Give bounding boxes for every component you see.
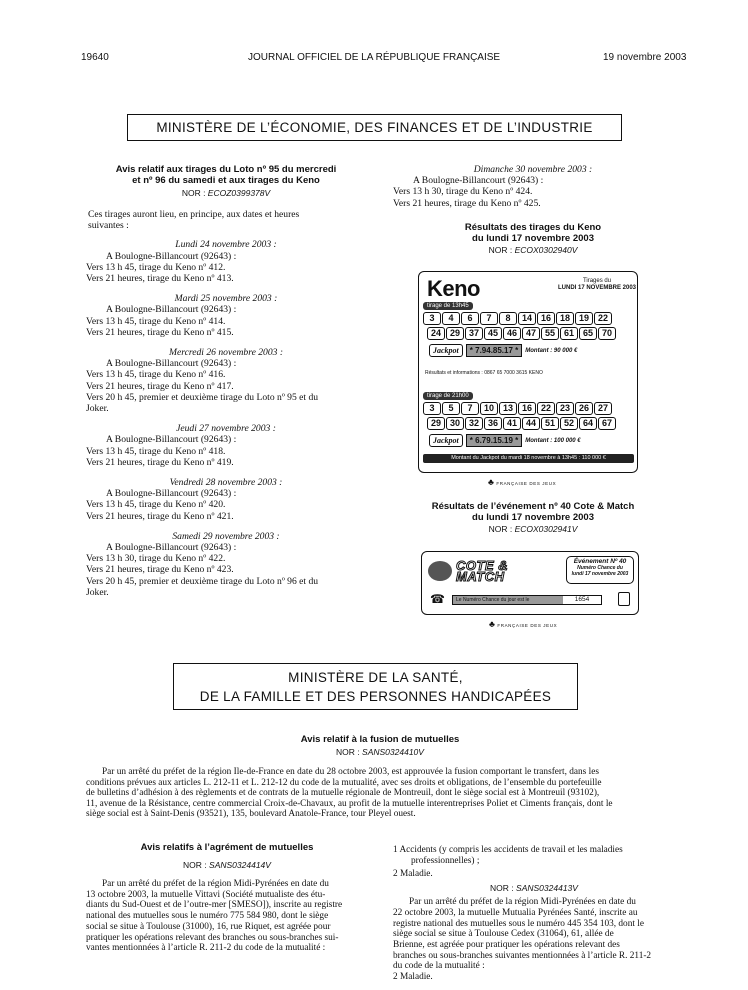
- keno-number: 30: [446, 417, 464, 430]
- keno-number: 5: [442, 402, 460, 415]
- loto-day-line: Vers 21 heures, tirage du Keno nº 415.: [86, 326, 234, 338]
- keno-number: 7: [461, 402, 479, 415]
- loto-day-line: Vers 13 h 45, tirage du Keno nº 416.: [86, 369, 226, 381]
- keno-logo: Keno: [427, 276, 480, 301]
- agrement-line: diants du Sud-Ouest et de l’outre-mer [SMESO]), inscrite au registre: [86, 900, 343, 911]
- agrement-line: Brienne, est agréée pour pratiquer les opérations relevant des: [393, 939, 620, 950]
- loto-day-line: A Boulogne-Billancourt (92643) :: [413, 175, 544, 187]
- loto-day-line: Vers 21 heures, tirage du Keno nº 425.: [393, 197, 541, 209]
- cote-match-ticket: [421, 551, 639, 615]
- keno-number: 27: [594, 402, 612, 415]
- keno-row-1b: [427, 327, 616, 340]
- keno-ticket: [418, 271, 638, 473]
- keno-number: 55: [541, 327, 559, 340]
- loto-day-heading: Samedi 29 novembre 2003 :: [172, 530, 280, 542]
- fusion-notice: [86, 734, 674, 820]
- keno-number: 70: [598, 327, 616, 340]
- loto-day-block: [86, 293, 366, 338]
- loto-day-heading: Mardi 25 novembre 2003 :: [174, 293, 278, 305]
- loto-day-heading: Dimanche 30 novembre 2003 :: [473, 164, 593, 175]
- keno-number: 37: [465, 327, 483, 340]
- keno-number: 16: [537, 312, 555, 325]
- agrement-right: [393, 845, 675, 983]
- agrement-line: vantes mentionnées à l’article R. 211-2 du code de la mutualité :: [86, 943, 326, 954]
- keno-row-1a: [423, 312, 612, 325]
- loto-day-line: Vers 21 heures, tirage du Keno nº 413.: [86, 273, 234, 285]
- cote-match-event-box: Événement Nº 40 Numéro Chance du lundi 17 novembre 2003: [566, 556, 634, 584]
- jackpot-value-2: * 6.79.15.19 *: [466, 434, 522, 447]
- loto-day-line: Vers 13 h 45, tirage du Keno nº 418.: [86, 445, 226, 457]
- keno-number: 8: [499, 312, 517, 325]
- fusion-line: de bulletins d’adhésion à des règlements et de contrats de la mutuelle régionale de Montreuil, dont le siège social est à Montreuil (93102),: [86, 788, 600, 799]
- keno-number: 7: [480, 312, 498, 325]
- clover-icon: ♣: [489, 619, 496, 629]
- loto-day-heading: Vendredi 28 novembre 2003 :: [169, 477, 283, 489]
- loto-day-line: A Boulogne-Billancourt (92643) :: [106, 542, 237, 554]
- loto-day-heading: Lundi 24 novembre 2003 :: [175, 239, 277, 251]
- keno-number: 3: [423, 312, 441, 325]
- keno-number: 32: [465, 417, 483, 430]
- loto-day-block: [86, 347, 366, 414]
- ministry-health-box: [173, 663, 578, 710]
- agrement-line: pratiquer les opérations relevant des branches ou sous-branches sui-: [86, 932, 339, 943]
- jackpot-amount-1: Montant : 90 000 €: [525, 347, 578, 354]
- agrement-body-1: [86, 879, 368, 954]
- keno-number: 4: [442, 312, 460, 325]
- page-number: 19640: [81, 52, 109, 63]
- keno-results: [393, 222, 673, 256]
- keno-number: 3: [423, 402, 441, 415]
- loto-day-block: [86, 477, 366, 522]
- agrement-item-2b: 2 Maladie.: [393, 972, 433, 983]
- clover-icon: ♣: [488, 477, 495, 487]
- cote-match-results: [393, 501, 673, 535]
- loto-day-line: Vers 13 h 30, tirage du Keno nº 422.: [86, 553, 226, 565]
- fusion-line: siège social est à Saint-Denis (93521), 135, boulevard Anatole-France, tour Pleyel ouest.: [86, 809, 416, 820]
- loto-day-block: [86, 423, 366, 468]
- keno-number: 29: [427, 417, 445, 430]
- keno-number: 26: [575, 402, 593, 415]
- keno-number: 6: [461, 312, 479, 325]
- agrement-nor-1: NOR : SANS0324414V: [183, 860, 271, 870]
- keno-number: 44: [522, 417, 540, 430]
- keno-number: 16: [518, 402, 536, 415]
- loto-day-line: Vers 21 heures, tirage du Keno nº 421.: [86, 510, 234, 522]
- keno-number: 41: [503, 417, 521, 430]
- keno-results-title-2: du lundi 17 novembre 2003: [472, 233, 594, 244]
- loto-day-line: Joker.: [86, 403, 109, 415]
- keno-number: 14: [518, 312, 536, 325]
- keno-number: 47: [522, 327, 540, 340]
- keno-number: 22: [537, 402, 555, 415]
- football-icon: [428, 561, 452, 581]
- agrement-title: Avis relatifs à l’agrément de mutuelles: [140, 842, 314, 853]
- loto-day-block: [393, 164, 673, 209]
- loto-notice: [86, 164, 366, 598]
- fusion-line: conditions prévues aux articles L. 212-11 et L. 212-12 du code de la mutualité, avec ses droits et obligations, de l’ensemble du portefeuille: [86, 777, 602, 788]
- loto-day-block: [86, 239, 366, 284]
- agrement-item-1a: 1 Accidents (y compris les accidents de travail et les maladies: [393, 845, 623, 855]
- loto-day-line: A Boulogne-Billancourt (92643) :: [106, 250, 237, 262]
- agrement-notice: [86, 842, 368, 954]
- keno-number: 24: [427, 327, 445, 340]
- keno-number: 64: [579, 417, 597, 430]
- keno-number: 45: [484, 327, 502, 340]
- keno-number: 19: [575, 312, 593, 325]
- loto-day-line: A Boulogne-Billancourt (92643) :: [106, 304, 237, 316]
- keno-row-2a: [423, 402, 612, 415]
- loto-title-1: Avis relatif aux tirages du Loto nº 95 du mercredi: [115, 164, 337, 175]
- agrement-line: registre national des mutuelles sous le numéro 445 354 103, dont le: [393, 918, 644, 929]
- loto-day-line: A Boulogne-Billancourt (92643) :: [106, 358, 237, 370]
- jackpot-logo: Jackpot: [429, 344, 463, 357]
- agrement-body-2: [393, 897, 675, 972]
- keno-next-jackpot-bar: Montant du Jackpot du mardi 18 novembre à 13h45 : 110 000 €: [423, 454, 634, 463]
- loto-day-heading: Jeudi 27 novembre 2003 :: [176, 423, 276, 435]
- fusion-line: Par un arrêté du préfet de la région Ile-de-France en date du 28 octobre 2003, est approuvée la fusion comportant le transfert, dans les: [102, 767, 599, 777]
- keno-row-2b: [427, 417, 616, 430]
- cote-match-strip: Le Numéro Chance du jour est le 1654: [452, 595, 602, 605]
- jackpot-amount-2: Montant : 100 000 €: [525, 437, 581, 444]
- cote-match-title-2: du lundi 17 novembre 2003: [472, 512, 594, 523]
- loto-day-line: A Boulogne-Billancourt (92643) :: [106, 434, 237, 446]
- keno-results-nor: NOR : ECOX0302940V: [488, 245, 578, 255]
- loto-nor: NOR : ECOZ0399378V: [181, 188, 271, 198]
- keno-number: 29: [446, 327, 464, 340]
- fusion-nor: NOR : SANS0324410V: [336, 747, 424, 757]
- loto-days: [86, 239, 366, 598]
- cote-match-logo: COTE & MATCH: [428, 558, 558, 584]
- keno-tag-1345: tirage de 13h45: [423, 302, 473, 310]
- loto-day-line: Vers 21 heures, tirage du Keno nº 419.: [86, 456, 234, 468]
- agrement-line: branches ou sous-branches suivantes mentionnées à l’article R. 211-2: [393, 950, 652, 961]
- cote-match-nor: NOR : ECOX0302941V: [488, 524, 578, 534]
- agrement-line: national des mutuelles sous le numéro 775 584 980, dont le siège: [86, 911, 329, 922]
- loto-day-line: Vers 13 h 45, tirage du Keno nº 414.: [86, 315, 226, 327]
- loto-day-line: Vers 20 h 45, premier et deuxième tirage du Loto nº 96 et du: [86, 575, 319, 587]
- loto-day-line: Vers 13 h 45, tirage du Keno nº 420.: [86, 499, 226, 511]
- loto-day-line: Vers 21 heures, tirage du Keno nº 423.: [86, 564, 234, 576]
- agrement-line: 13 octobre 2003, la mutuelle Vittavi (Société mutualiste des étu-: [86, 889, 326, 900]
- cote-match-title-1: Résultats de l’événement nº 40 Cote & Match: [431, 501, 635, 512]
- agrement-nor-2: NOR : SANS0324413V: [490, 883, 578, 894]
- keno-jackpot-1: [429, 344, 577, 357]
- keno-number: 65: [579, 327, 597, 340]
- loto-day-line: Joker.: [86, 586, 109, 598]
- agrement-line: social se situe à Toulouse (31000), 16, rue Riquet, est agréée pour: [86, 921, 331, 932]
- keno-number: 36: [484, 417, 502, 430]
- keno-number: 13: [499, 402, 517, 415]
- agrement-line: siège social se situe à Toulouse Cedex (31064), 61, allée de: [393, 929, 614, 940]
- keno-number: 67: [598, 417, 616, 430]
- agrement-line: Par un arrêté du préfet de la région Midi-Pyrénées en date du: [102, 879, 329, 889]
- keno-ticket-date: Tirages du LUNDI 17 NOVEMBRE 2003: [557, 278, 637, 291]
- keno-number: 46: [503, 327, 521, 340]
- keno-number: 23: [556, 402, 574, 415]
- keno-results-title-1: Résultats des tirages du Keno: [464, 222, 602, 233]
- agrement-line: 22 octobre 2003, la mutuelle Mutualia Pyrénées Santé, inscrite au: [393, 907, 638, 918]
- ministry-economy-title: MINISTÈRE DE L’ÉCONOMIE, DES FINANCES ET DE L’INDUSTRIE: [156, 120, 593, 135]
- loto-intro: Ces tirages auront lieu, en principe, aux dates et heures suivantes :: [88, 209, 300, 232]
- keno-jackpot-2: [429, 434, 581, 447]
- loto-day-block: [86, 531, 366, 598]
- keno-number: 51: [541, 417, 559, 430]
- keno-tag-2100: tirage de 21h00: [423, 392, 473, 400]
- header-date: 19 novembre 2003: [603, 52, 687, 63]
- loto-day-line: Vers 13 h 45, tirage du Keno nº 412.: [86, 261, 226, 273]
- agrement-item-1b: professionnelles) ;: [411, 855, 480, 866]
- loto-day-line: Vers 13 h 30, tirage du Keno nº 424.: [393, 186, 533, 198]
- ministry-economy-box: [127, 114, 622, 141]
- keno-number: 22: [594, 312, 612, 325]
- phone-icon: ☎: [430, 592, 445, 606]
- ministry-health-line-2: DE LA FAMILLE ET DES PERSONNES HANDICAPÉES: [199, 688, 552, 704]
- minitel-icon: [618, 592, 630, 606]
- fdj-logo-keno: ♣ FRANÇAISE DES JEUX: [488, 477, 557, 487]
- fdj-logo-cm: ♣ FRANÇAISE DES JEUX: [489, 619, 558, 629]
- keno-number: 61: [560, 327, 578, 340]
- agrement-line: Par un arrêté du préfet de la région Midi-Pyrénées en date du: [409, 897, 636, 908]
- jackpot-logo: Jackpot: [429, 434, 463, 447]
- fusion-title: Avis relatif à la fusion de mutuelles: [300, 734, 460, 745]
- loto-day-line: Vers 21 heures, tirage du Keno nº 417.: [86, 380, 234, 392]
- fusion-body: [86, 767, 674, 820]
- loto-day-heading: Mercredi 26 novembre 2003 :: [168, 347, 284, 359]
- ministry-health-line-1: MINISTÈRE DE LA SANTÉ,: [288, 669, 463, 685]
- sunday-block: [393, 164, 673, 209]
- agrement-line: du code de la mutualité :: [393, 961, 485, 972]
- keno-number: 18: [556, 312, 574, 325]
- loto-day-line: A Boulogne-Billancourt (92643) :: [106, 488, 237, 500]
- loto-title-2: et nº 96 du samedi et aux tirages du Keno: [132, 175, 320, 186]
- jackpot-value-1: * 7.94.85.17 *: [466, 344, 522, 357]
- keno-number: 52: [560, 417, 578, 430]
- loto-day-line: Vers 20 h 45, premier et deuxième tirage du Loto nº 95 et du: [86, 391, 319, 403]
- keno-number: 10: [480, 402, 498, 415]
- keno-info: Résultats et informations : 0867 65 7000 3615 KENO: [425, 370, 543, 376]
- fusion-line: 11, avenue de la Résistance, centre commercial Croix-de-Chavaux, au profit de la mutuelle interentreprises Poliet et Ciments français, dont le: [86, 798, 613, 809]
- agrement-item-2: 2 Maladie.: [393, 869, 433, 880]
- journal-title: JOURNAL OFFICIEL DE LA RÉPUBLIQUE FRANÇAISE: [248, 52, 501, 63]
